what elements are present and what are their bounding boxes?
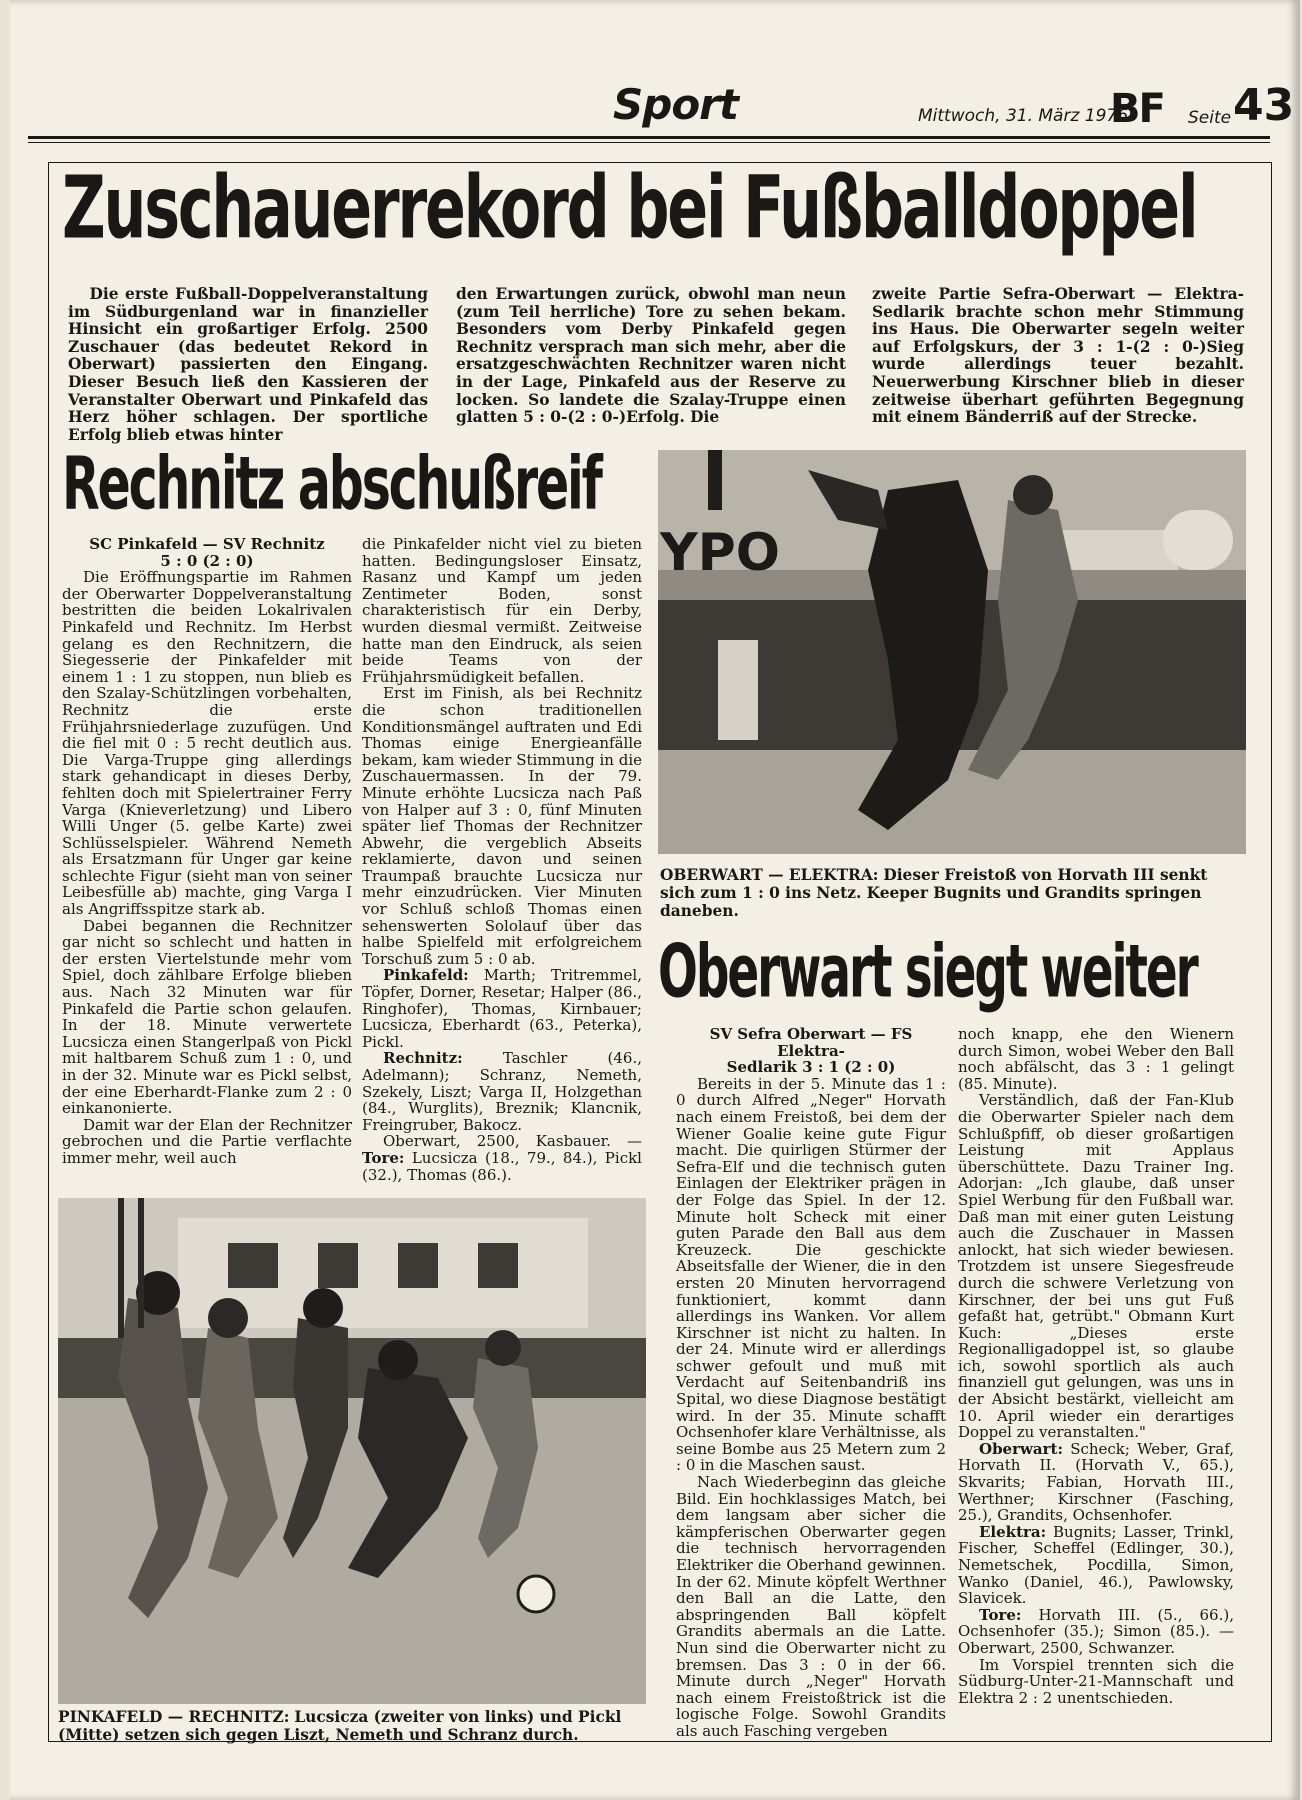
section-title: Sport: [613, 80, 738, 129]
match-photo-oberwart-elektra: [658, 450, 1246, 854]
newspaper-logo: BF: [1110, 86, 1164, 132]
photo1-caption: OBERWART — ELEKTRA: Dieser Freistoß von Horvath III senkt sich zum 1 : 0 ins Netz. Keeper Bugnits und Grandits springen daneben.: [660, 866, 1208, 920]
lineup-rechnitz: Rechnitz: Taschler (46., Adelmann); Schranz, Nemeth, Szekely, Liszt; Varga II, Holzgethan (84., Wurglits), Breznik; Klancnik, Freingruber, Bakocz.: [362, 1049, 642, 1134]
main-headline: Zuschauerrekord bei Fußballdoppel: [62, 158, 1197, 259]
page-header: [38, 80, 1295, 138]
photo-image: [658, 450, 1246, 854]
intro-column-2: den Erwartungen zurück, obwohl man neun (zum Teil herrliche) Tore zu sehen bekam. Besonders vom Derby Pinkafeld gegen Rechnitz versprach man sich mehr, aber die ersatzgeschwächten Rechnitzer waren nicht in der Lage, Pinkafeld aus der Reserve zu locken. So landete die Szalay-Truppe einen glatten 5 : 0-(2 : 0-)Erfolg. Die: [456, 285, 846, 427]
article1-column-1: SC Pinkafeld — SV Rechnitz 5 : 0 (2 : 0) Die Eröffnungspartie im Rahmen der Oberwarter Doppelveranstaltung bestritten die beiden Lokalrivalen Pinkafeld und Rechnitz. Im Herbst gelang es den Rechnitzern, die Siegesserie der Pinkafelder mit einem 1 : 1 zu stoppen, nun blieb es den Szalay-Schützlingen vorbehalten, Rechnitz die erste Frühjahrsniederlage zuzufügen. Und die fiel mit 0 : 5 recht deutlich aus. Die Varga-Truppe ging allerdings stark gehandicapt in dieses Derby, fehlten doch mit Spielertrainer Ferry Varga (Knieverletzung) und Libero Willi Unger (5. gelbe Karte) zwei Schlüsselspieler. Während Nemeth als Ersatzmann für Unger gar keine schlechte Figur (sieht man von seiner Leibesfülle ab) machte, ging Varga I als Angriffsspitze stark ab. Dabei begannen die Rechnitzer gar nicht so schlecht und hatten in der ersten Viertelstunde mehr vom Spiel, doch zählbare Erfolge blieben aus. Nach 32 Minuten war für Pinkafeld die Partie schon gelaufen. In der 18. Minute verwertete Lucsicza einen Stangerlpaß von Pickl mit haltbarem Schuß zum 1 : 0, und in der 32. Minute war es Pickl selbst, der eine Eberhardt-Flanke zum 2 : 0 einkanonierte. Damit war der Elan der Rechnitzer gebrochen und die Partie verflachte immer mehr, weil auch: [62, 535, 352, 1167]
page-label: Seite: [1188, 108, 1232, 128]
lineup-oberwart: Oberwart: Scheck; Weber, Graf, Horvath II. (Horvath V., 65.), Skvarits; Fabian, Horvath III., Werthner; Kirschner (Fasching, 25.), Grandits, Ochsenhofer.: [958, 1439, 1234, 1525]
lineup-elektra: Elektra: Bugnits; Lasser, Trinkl, Fischer, Scheffel (Edlinger, 30.), Nemetschek, Pocdilla, Simon, Wanko (Daniel, 46.), Pawlowsky, Slavicek.: [958, 1522, 1234, 1608]
article1-headline: Rechnitz abschußreif: [62, 441, 601, 527]
intro-column-1: Die erste Fußball-Doppelveranstaltung im Südburgenland war in finanzieller Hinsicht ein großartiger Erfolg. 2500 Zuschauer (das bedeutet Rekord in Oberwart) passierten den Eingang. Dieser Besuch ließ den Kassieren der Veranstalter Oberwart und Pinkafeld das Herz höher schlagen. Der sportliche Erfolg blieb etwas hinter: [68, 285, 428, 444]
match-goals: Tore: Horvath III. (5., 66.), Ochsenhofer (35.); Simon (85.). — Oberwart, 2500, Schwanzer.: [958, 1605, 1234, 1657]
header-rule-thin: [28, 142, 1270, 143]
page-number: 43: [1233, 80, 1295, 131]
header-rule: [28, 136, 1270, 139]
issue-date: Mittwoch, 31. März 1976: [918, 106, 1129, 126]
photo2-caption: PINKAFELD — RECHNITZ: Lucsicza (zweiter von links) und Pickl (Mitte) setzen sich gegen Liszt, Nemeth und Schranz durch.: [58, 1708, 622, 1744]
banner-text: YPO: [660, 523, 780, 583]
intro-column-3: zweite Partie Sefra-Oberwart — Elektra-Sedlarik brachte schon mehr Stimmung ins Haus. Die Oberwarter segeln weiter auf Erfolgskurs, der 3 : 1-(2 : 0-)Sieg wurde allerdings teuer bezahlt. Neuerwerbung Kirschner blieb in dieser zeitweise überhart geführten Begegnung mit einem Bänderriß auf der Strecke.: [872, 285, 1244, 427]
article1-column-2: die Pinkafelder nicht viel zu bieten hatten. Bedingungsloser Einsatz, Rasanz und Kampf um jeden Zentimeter Boden, sonst charakteristisch für ein Derby, wurden diesmal vermißt. Zeitweise hatte man den Eindruck, als seien beide Teams von der Frühjahrsmüdigkeit befallen. Erst im Finish, als bei Rechnitz die schon traditionellen Konditionsmängel auftraten und Edi Thomas einige Energieanfälle bekam, kam wieder Stimmung in die Zuschauermassen. In der 79. Minute erhöhte Lucsicza nach Paß von Halper auf 3 : 0, fünf Minuten später lief Thomas der Rechnitzer Abwehr, die vergeblich Abseits reklamierte, davon und seinen Traumpaß brauchte Lucsicza nur mehr einzudrücken. Vier Minuten vor Schluß schloß Thomas einen sehenswerten Sololauf über das halbe Spielfeld mit erfolgreichem Torschuß zum 5 : 0 ab. Pinkafeld: Marth; Tritremmel, Töpfer, Dorner, Resetar; Halper (86., Ringhofer), Thomas, Kirnbauer; Lucsicza, Eberhardt (63., Peterka), Pickl. Rechnitz: Taschler (46., Adelmann); Schranz, Nemeth, Szekely, Liszt; Varga II, Holzgethan (84., Wurglits), Breznik; Klancnik, Freingruber, Bakocz. Oberwart, 2500, Kasbauer. — Tore: Lucsicza (18., 79., 84.), Pickl (32.), Thomas (86.).: [362, 535, 642, 1184]
match-photo-pinkafeld-rechnitz: [58, 1198, 646, 1704]
article2-column-2: noch knapp, ehe den Wienern durch Simon, wobei Weber den Ball noch abfälscht, das 3 : 1 gelingt (85. Minute). Verständlich, daß der Fan-Klub die Oberwarter Spieler nach dem Schlußpfiff, ob dieser großartigen Leistung mit Applaus überschüttete. Dazu Trainer Ing. Adorjan: „Ich glaube, daß unser Spiel Werbung für den Fußball war. Daß man mit einer guten Leistung auch die Zuschauer in Massen anlockt, hat sich wieder bewiesen. Trotzdem ist unsere Siegesfreude durch die schwere Verletzung von Kirschner, der bei uns gut Fuß gefaßt hat, getrübt." Obmann Kurt Kuch: „Dieses erste Regionalligadoppel ist, so glaube ich, sowohl sportlich als auch finanziell gut gelungen, was uns in der Absicht bestärkt, vielleicht am 10. April wieder ein derartiges Doppel zu veranstalten." Oberwart: Scheck; Weber, Graf, Horvath II. (Horvath V., 65.), Skvarits; Fabian, Horvath III., Werthner; Kirschner (Fasching, 25.), Grandits, Ochsenhofer. Elektra: Bugnits; Lasser, Trinkl, Fischer, Scheffel (Edlinger, 30.), Nemetschek, Pocdilla, Simon, Wanko (Daniel, 46.), Pawlowsky, Slavicek. Tore: Horvath III. (5., 66.), Ochsenhofer (35.); Simon (85.). — Oberwart, 2500, Schwanzer. Im Vorspiel trennten sich die Südburg-Unter-21-Mannschaft und Elektra 2 : 2 unentschieden.: [958, 1025, 1234, 1707]
article2-score: Sedlarik 3 : 1 (2 : 0): [726, 1058, 896, 1077]
match-details: Oberwart, 2500, Kasbauer. — Tore: Lucsicza (18., 79., 84.), Pickl (32.), Thomas (86.).: [362, 1132, 642, 1184]
lineup-pinkafeld: Pinkafeld: Marth; Tritremmel, Töpfer, Dorner, Resetar; Halper (86., Ringhofer), Thomas, Kirnbauer; Lucsicza, Eberhardt (63., Peterka), Pickl.: [362, 966, 642, 1051]
article2-headline: Oberwart siegt weiter: [658, 929, 1197, 1015]
newspaper-page: [10, 0, 1300, 1800]
article1-subhead: SC Pinkafeld — SV Rechnitz: [89, 535, 325, 553]
photo-image: [58, 1198, 646, 1704]
article2-column-1: SV Sefra Oberwart — FS Elektra- Sedlarik 3 : 1 (2 : 0) Bereits in der 5. Minute das 1 : 0 durch Alfred „Neger" Horvath nach einem Freistoß, bei dem der Wiener Goalie keine gute Figur macht. Die quirligen Stürmer der Sefra-Elf und die technisch guten Einlagen der Elektriker prägen in der Folge das Spiel. In der 12. Minute holt Scheck mit einer guten Parade den Ball aus dem Kreuzeck. Die geschickte Abseitsfalle der Wiener, die in den ersten 20 Minuten hervorragend funktioniert, kommt dann allerdings ins Wanken. Vor allem Kirschner ist nicht zu halten. In der 24. Minute wird er allerdings schwer gefoult und muß mit Verdacht auf Seitenbandriß ins Spital, wo diese Diagnose bestätigt wird. In der 35. Minute schafft Ochsenhofer klare Verhältnisse, als seine Bombe aus 25 Metern zum 2 : 0 in die Maschen saust. Nach Wiederbeginn das gleiche Bild. Ein hochklassiges Match, bei dem langsam aber sicher die kämpferischen Oberwarter gegen die technisch hervorragenden Elektriker die Oberhand gewinnen. In der 62. Minute köpfelt Werthner den Ball an die Latte, den abspringenden Ball köpfelt Grandits abermals an die Latte. Nun sind die Oberwarter nicht zu bremsen. Das 3 : 0 in der 66. Minute durch „Neger" Horvath nach einem Freistoßtrick ist die logische Folge. Sowohl Grandits als auch Fasching vergeben: [676, 1025, 946, 1740]
article1-score: 5 : 0 (2 : 0): [160, 551, 254, 570]
article2-subhead: SV Sefra Oberwart — FS Elektra-: [709, 1025, 913, 1060]
